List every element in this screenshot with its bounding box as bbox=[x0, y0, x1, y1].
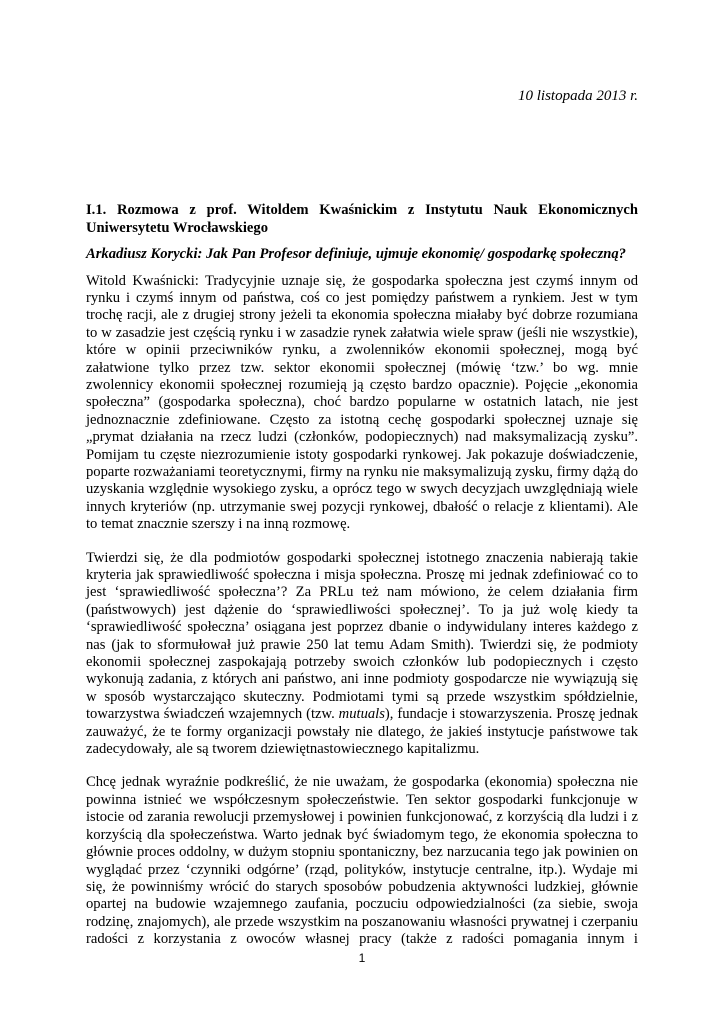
paragraph-line: kryteria jak sprawiedliwość społeczna i misja społeczna. Proszę mi jednak zdefiniować co to bbox=[86, 567, 638, 583]
paragraph-line: się, że powinniśmy wrócić do starych sposobów pobudzenia aktywności ludzkiej, głównie bbox=[86, 878, 638, 895]
paragraph-line: „prymat działania na rzecz ludzi (członków, podopiecznych) nad maksymalizacją zysku”. bbox=[86, 429, 638, 446]
paragraph-line: korzyścią dla społeczeństwa. Warto jednak być świadomym tego, że ekonomia społeczna to bbox=[86, 826, 638, 843]
paragraph-line: głównie proces oddolny, w dużym stopniu spontaniczny, bez narzucania tego jak powinien on bbox=[86, 844, 638, 861]
heading-text: I.1. Rozmowa z prof. Witoldem Kwaśnickim z Instytutu Nauk Ekonomicznych Uniwersytetu Wrocławskiego bbox=[86, 202, 638, 236]
page-number: 1 bbox=[358, 951, 366, 965]
paragraph-line: w sposób wystarczająco skuteczny. Podmiotami tymi są przede wszystkim spółdzielnie, bbox=[86, 688, 638, 705]
paragraph-line: (państwowych) jest dążenie do ‘sprawiedliwości społecznej’. To ja już wolę kiedy ta bbox=[86, 601, 638, 618]
paragraph-line: poparte rozważaniami teoretycznymi, firmy na rynku nie maksymalizują zysku, firmy dążą do bbox=[86, 463, 638, 480]
interview-question bbox=[86, 246, 638, 264]
paragraph-line-mixed bbox=[86, 706, 638, 723]
paragraph-line: istocie od zarania rewolucji przemysłowej i powinien funkcjonować, z korzyścią dla ludzi i z bbox=[86, 809, 638, 826]
paragraph-1 bbox=[86, 273, 638, 534]
paragraph-line: Twierdzi się, że dla podmiotów gospodarki społecznej istotnego znaczenia nabierają takie bbox=[86, 549, 638, 566]
paragraph-line: ‘sprawiedliwość społeczna’ osiągana jest poprzez dbanie o indywidulany interes każdego z bbox=[86, 619, 638, 636]
paragraph-line: trochę racji, ale z drugiej strony jeżeli ta ekonomia społeczna miałaby być dobrze rozumiana bbox=[86, 307, 638, 324]
paragraph-line: uzyskania względnie wysokiego zysku, a oprócz tego w swych decyzjach uwzględniają wiele bbox=[86, 481, 638, 498]
paragraph-line: które w opinii przeciwników rynku, a zwolenników ekonomii społecznej, mogą być bbox=[86, 342, 638, 359]
paragraph-line: to w zasadzie jest częścią rynku i w zasadzie rynek załatwia wiele spraw (jeśli nie wszystkie), bbox=[86, 324, 638, 341]
document-date: 10 listopada 2013 r. bbox=[517, 88, 638, 104]
paragraph-line: radości z korzystania z owoców własnej pracy (także z radości pomagania innym i bbox=[86, 931, 638, 948]
paragraph-line: to temat znacznie szerszy i na inną rozmowę. bbox=[86, 516, 351, 533]
document-body bbox=[86, 202, 638, 961]
question-text: Arkadiusz Korycki: Jak Pan Profesor definiuje, ujmuje ekonomię/ gospodarkę społeczną? bbox=[86, 246, 626, 262]
paragraph-line: ekonomii społecznej zaspokajają potrzeby swoich członków lub podopiecznych i często bbox=[86, 654, 638, 671]
paragraph-line: powinna istnieć we współczesnym społeczeństwie. Ten sektor gospodarki funkcjonuje w bbox=[86, 791, 638, 808]
paragraph-line: jednoznacznie zdefiniowane. Często za istotną cechę gospodarki społecznej uznaje się bbox=[86, 411, 638, 428]
paragraph-line: Witold Kwaśnicki: Tradycyjnie uznaje się, że gospodarka społeczna jest czymś innym od bbox=[86, 272, 638, 289]
paragraph-line: opartej na budowie wzajemnego zaufania, poczuciu odpowiedzialności (za siebie, swoja bbox=[86, 896, 638, 913]
paragraph-line: nas (jak to sformułował już prawie 250 lat temu Adam Smith). Twierdzi się, że podmioty bbox=[86, 636, 638, 653]
line-segment: ), fundacje i stowarzyszenia. Proszę jednak bbox=[384, 706, 638, 723]
paragraph-line: Chcę jednak wyraźnie podkreślić, że nie uważam, że gospodarka (ekonomia) społeczna nie bbox=[86, 774, 638, 791]
paragraph-line: rodzinę, znajomych), ale przede wszystkim na poszanowaniu własności prywatnej i czerpaniu bbox=[86, 913, 638, 930]
paragraph-line: zauważyć, że te formy organizacji powstały nie dlatego, że jakieś instytucje państwowe tak bbox=[86, 723, 638, 740]
section-heading bbox=[86, 202, 638, 237]
paragraph-line: jest ‘sprawiedliwość społeczna’? Za PRLu też nam mówiono, że celem działania firm bbox=[86, 584, 638, 601]
paragraph-line: społeczna” (gospodarka społeczna), choć bardzo popularne w ostatnich latach, nie jest bbox=[86, 394, 638, 411]
paragraph-line: wykonują zadania, z których ani państwo, ani inne podmioty gospodarcze nie wywiązują się bbox=[86, 671, 638, 688]
paragraph-line: Pomijam tu częste niezrozumienie istoty gospodarki rynkowej. Jak pokazuje doświadczenie, bbox=[86, 446, 638, 463]
paragraph-line: rynku i czymś innym od państwa, coś co jest pomiędzy państwem a rynkiem. Jest w tym bbox=[86, 289, 638, 306]
line-segment: towarzystwa świadczeń wzajemnych (tzw. bbox=[86, 706, 339, 723]
paragraph-line: załatwione tylko przez tzw. sektor ekonomii społecznej (mówię ‘tzw.’ bo wg. mnie bbox=[86, 359, 638, 376]
italic-term: mutuals bbox=[338, 706, 385, 723]
paragraph-line: zwolennicy ekonomii społecznej rozumieją ją często bardzo opacznie). Pojęcie „ekonomia bbox=[86, 376, 638, 393]
paragraph-line: innych kryteriów (np. utrzymanie swej pozycji rynkowej, dbałość o relacje z klientami). Ale bbox=[86, 498, 638, 515]
paragraph-line: zadecydowały, ale są tworem dziewiętnastowiecznego kapitalizmu. bbox=[86, 741, 480, 758]
paragraph-3 bbox=[86, 774, 638, 948]
paragraph-2 bbox=[86, 550, 638, 759]
paragraph-line: wyglądać przez ‘czynniki odgórne’ (rząd, polityków, instytucje centralne, itp.). Wydaje mi bbox=[86, 861, 638, 878]
